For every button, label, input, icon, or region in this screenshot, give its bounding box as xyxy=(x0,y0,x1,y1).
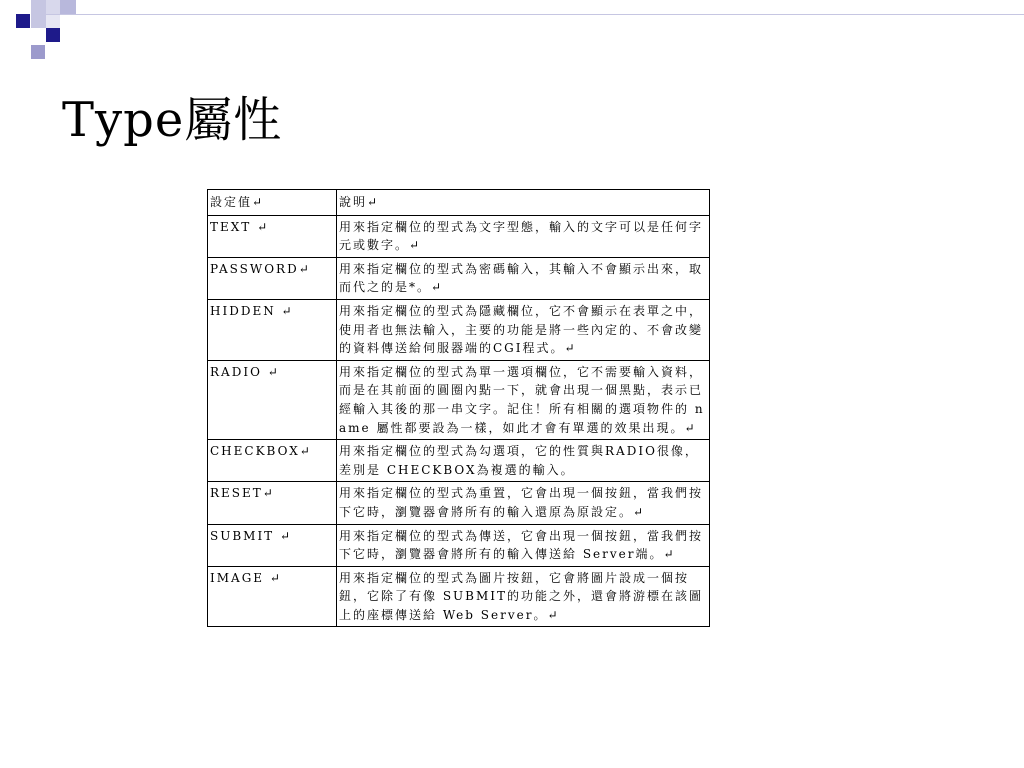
column-header-description: 說明↵ xyxy=(337,190,710,216)
decor-square-dark xyxy=(46,28,60,42)
type-value-cell: PASSWORD↵ xyxy=(208,257,337,299)
decor-square-mid xyxy=(60,0,76,14)
type-value-cell: HIDDEN ↵ xyxy=(208,299,337,360)
type-value-cell: RADIO ↵ xyxy=(208,360,337,439)
type-description-cell: 用來指定欄位的型式為圖片按鈕，它會將圖片設成一個按鈕，它除了有像 SUBMIT的功能之外，還會將游標在該圖上的座標傳送給 Web Server。↵ xyxy=(337,566,710,627)
table-row xyxy=(208,524,710,566)
type-value-cell: IMAGE ↵ xyxy=(208,566,337,627)
table-header-row xyxy=(208,190,710,216)
table-row xyxy=(208,215,710,257)
decor-square-light xyxy=(31,0,46,28)
type-description-cell: 用來指定欄位的型式為重置，它會出現一個按鈕，當我們按下它時，瀏覽器會將所有的輸入還原為原設定。↵ xyxy=(337,482,710,524)
slide-title: Type屬性 xyxy=(62,92,283,148)
table-row xyxy=(208,299,710,360)
type-description-cell: 用來指定欄位的型式為單一選項欄位，它不需要輸入資料，而是在其前面的圓圈內點一下，就會出現一個黑點，表示已經輸入其後的那一串文字。記住！所有相關的選項物件的 name 屬性都要設為一樣，如此才會有單選的效果出現。↵ xyxy=(337,360,710,439)
table-row xyxy=(208,360,710,439)
decor-bar xyxy=(46,14,1024,15)
decor-square-dark xyxy=(16,14,30,28)
type-value-cell: TEXT ↵ xyxy=(208,215,337,257)
type-description-cell: 用來指定欄位的型式為隱藏欄位，它不會顯示在表單之中，使用者也無法輸入，主要的功能是將一些內定的、不會改變的資料傳送給伺服器端的CGI程式。↵ xyxy=(337,299,710,360)
type-description-cell: 用來指定欄位的型式為傳送，它會出現一個按鈕，當我們按下它時，瀏覽器會將所有的輸入傳送給 Server端。↵ xyxy=(337,524,710,566)
type-description-cell: 用來指定欄位的型式為文字型態，輸入的文字可以是任何字元或數字。↵ xyxy=(337,215,710,257)
type-attribute-table xyxy=(207,189,710,627)
type-value-cell: CHECKBOX↵ xyxy=(208,440,337,482)
table-row xyxy=(208,482,710,524)
decor-square-light xyxy=(46,0,60,14)
type-value-cell: RESET↵ xyxy=(208,482,337,524)
decor-square-mid xyxy=(31,45,45,59)
type-value-cell: SUBMIT ↵ xyxy=(208,524,337,566)
table-row xyxy=(208,257,710,299)
type-description-cell: 用來指定欄位的型式為勾選項，它的性質與RADIO很像，差別是 CHECKBOX為複選的輸入。 xyxy=(337,440,710,482)
table-row xyxy=(208,566,710,627)
type-description-cell: 用來指定欄位的型式為密碼輸入，其輸入不會顯示出來，取而代之的是*。↵ xyxy=(337,257,710,299)
table-row xyxy=(208,440,710,482)
column-header-value: 設定值↵ xyxy=(208,190,337,216)
decor-square-light xyxy=(46,14,60,28)
